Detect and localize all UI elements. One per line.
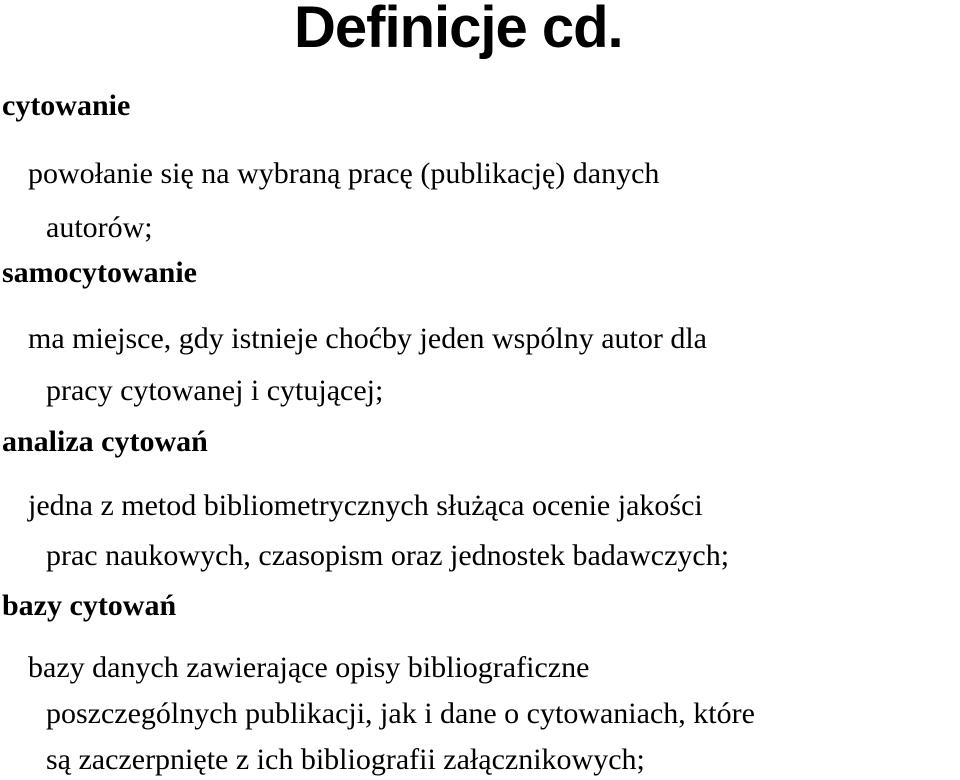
definition-cytowanie [28, 147, 659, 255]
definition-line: ma miejsce, gdy istnieje choćby jeden wspólny autor dla [28, 322, 707, 355]
definition-line: jedna z metod bibliometrycznych służąca ocenie jakości [28, 489, 703, 522]
definition-line: są zaczerpnięte z ich bibliografii załącznikowych; [46, 743, 645, 776]
definition-line: poszczególnych publikacji, jak i dane o cytowaniach, które [46, 697, 755, 730]
definition-line: powołanie się na wybraną pracę (publikację) danych [28, 157, 660, 190]
definition-line: autorów; [46, 211, 153, 244]
definition-line: pracy cytowanej i cytującej; [46, 374, 384, 407]
definition-analiza-cytowan [28, 481, 729, 581]
term-analiza-cytowan: analiza cytowań [2, 425, 208, 458]
definition-line: prac naukowych, czasopism oraz jednostek badawczych; [46, 539, 730, 572]
term-cytowanie: cytowanie [2, 89, 131, 122]
term-bazy-cytowan: bazy cytowań [2, 589, 177, 622]
term-samocytowanie: samocytowanie [2, 256, 197, 289]
definition-samocytowanie [28, 313, 707, 417]
slide-title: Definicje cd. [294, 0, 623, 60]
definition-bazy-cytowan [28, 645, 755, 780]
definition-line: bazy danych zawierające opisy bibliograficzne [28, 651, 590, 684]
